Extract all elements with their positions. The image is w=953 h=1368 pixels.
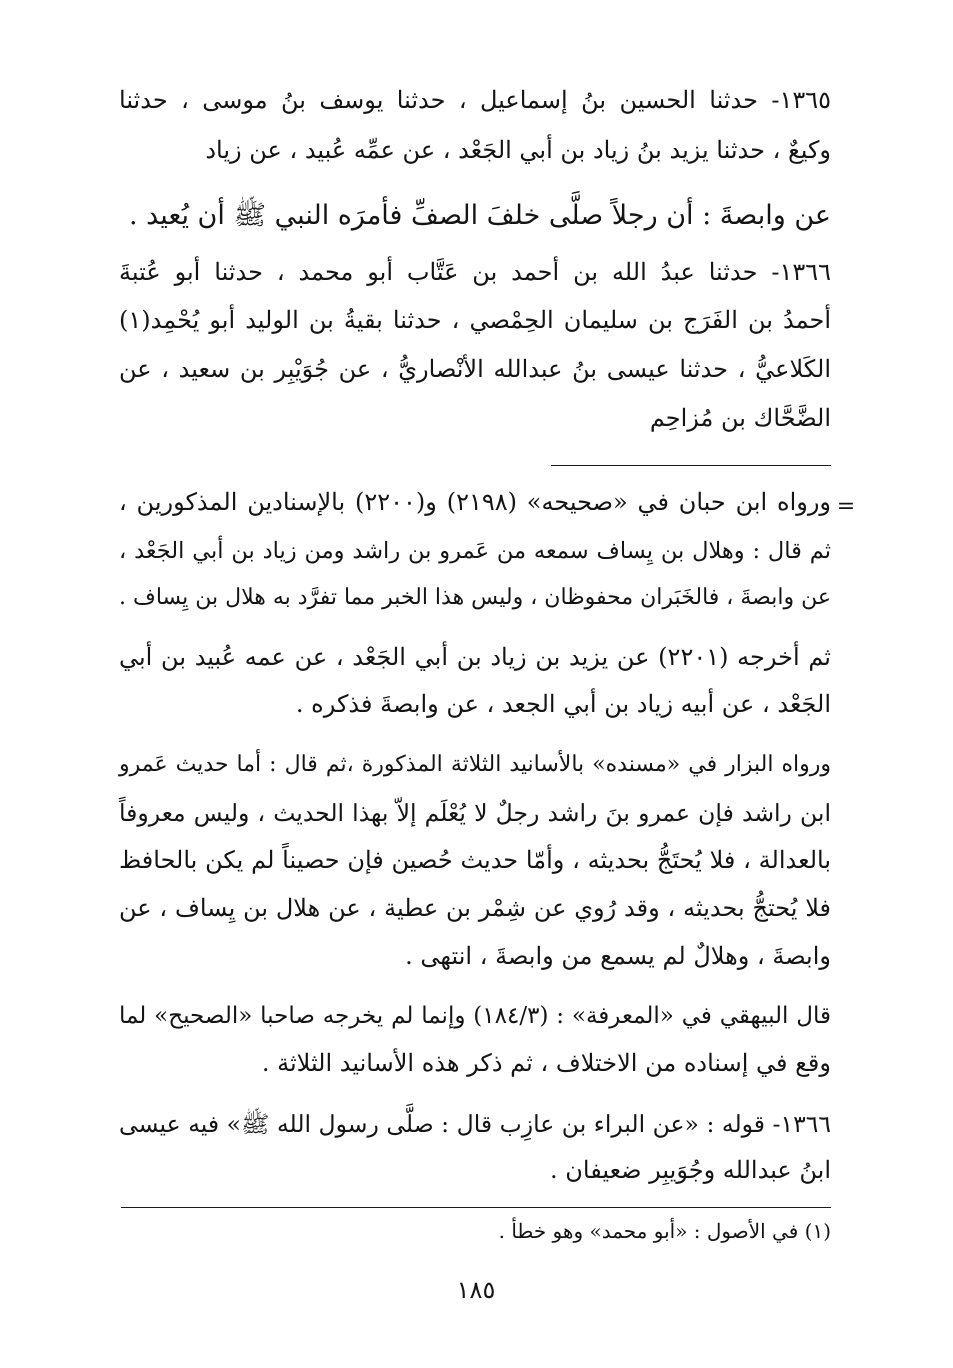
- commentary-p3-line-3: بالعدالة ، فلا يُحتَجُّ بحديثه ، وأمّا حديث حُصين فإن حصيناً لم يكن بالحافظ: [119, 846, 831, 874]
- continuation-marker: =: [836, 494, 856, 519]
- commentary-p2-line-2: الجَعْد ، عن أبيه زياد بن أبي الجعد ، عن وابصةَ فذكره .: [295, 690, 831, 718]
- footnote-separator: [121, 1207, 831, 1208]
- commentary-p1-line-3: عن وابصةَ ، فالخَبَران محفوظان ، وليس هذا الخبر مما تفرَّد به هلال بن يِساف .: [119, 585, 831, 610]
- commentary-p3-line-1: ورواه البزار في «مسنده» بالأسانيد الثلاثة المذكورة ،ثم قال : أما حديث عَمرو: [119, 752, 831, 777]
- commentary-p1-line-2: ثم قال : وهلال بن يِساف سمعه من عَمرو بن راشد ومن زياد بن أبي الجَعْد ،: [119, 538, 831, 564]
- commentary-p2-line-1: ثم أخرجه (٢٢٠١) عن يزيد بن زياد بن أبي الجَعْد ، عن عمه عُبيد بن أبي: [119, 643, 831, 671]
- hadith-1366-line-1: ١٣٦٦- حدثنا عبدُ الله بن أحمد بن عَتَّاب أبو محمد ، حدثنا أبو عُتبةَ: [119, 258, 831, 286]
- commentary-separator: [551, 465, 831, 466]
- hadith-1365-line-1: ١٣٦٥- حدثنا الحسين بنُ إسماعيل ، حدثنا يوسف بنُ موسى ، حدثنا: [119, 86, 831, 114]
- page-number: ١٨٥: [456, 1276, 496, 1304]
- hadith-1365-matn: عن وابصةَ : أن رجلاً صلَّى خلفَ الصفِّ فأمرَه النبي ﷺ أن يُعيد .: [128, 200, 831, 231]
- hadith-1366-line-3: الكَلاعيُّ ، حدثنا عيسى بنُ عبدالله الأنْصاريُّ ، عن جُوَيْبِر بن سعيد ، عن: [119, 355, 831, 383]
- commentary-p3-line-4: فلا يُحتجُّ بحديثه ، وقد رُوي عن شِمْر بن عطية ، عن هلال بن يِساف ، عن: [119, 894, 831, 922]
- commentary-p4-line-1: قال البيهقي في «المعرفة» : (١٨٤/٣) وإنما لم يخرجه صاحبا «الصحيح» لما: [119, 1003, 831, 1029]
- commentary-p3-line-5: وابصةَ ، وهلالٌ لم يسمع من وابصةَ ، انتهى .: [405, 942, 831, 970]
- commentary-p4-line-2: وقع في إسناده من الاختلاف ، ثم ذكر هذه الأسانيد الثلاثة .: [261, 1049, 831, 1077]
- commentary-p5-line-2: ابنُ عبدالله وجُوَيبِر ضعيفان .: [550, 1156, 831, 1184]
- footnote: (١) في الأصول : «أبو محمد» وهو خطأ .: [498, 1219, 831, 1243]
- hadith-1366-line-2: أحمدُ بن الفَرَج بن سليمان الحِمْصي ، حدثنا بقيةُ بن الوليد أبو يُحْمِد(١): [119, 306, 831, 334]
- hadith-1366-line-4: الضَّحَّاك بن مُزاحِم: [649, 404, 831, 432]
- commentary-p3-line-2: ابن راشد فإن عمرو بنَ راشد رجلٌ لا يُعْلَم إلاّ بهذا الحديث ، وليس معروفاً: [119, 799, 831, 827]
- hadith-1365-line-2: وكيعٌ ، حدثنا يزيد بنُ زياد بن أبي الجَعْد ، عن عمِّه عُبيد ، عن زياد: [205, 136, 831, 164]
- commentary-p5-line-1: ١٣٦٦- قوله : «عن البراء بن عازِب قال : صلَّى رسول الله ﷺ» فيه عيسى: [119, 1110, 831, 1138]
- commentary-p1-line-1: ورواه ابن حبان في «صحيحه» (٢١٩٨) و(٢٢٠٠) بالإسنادين المذكورين ،: [119, 488, 832, 516]
